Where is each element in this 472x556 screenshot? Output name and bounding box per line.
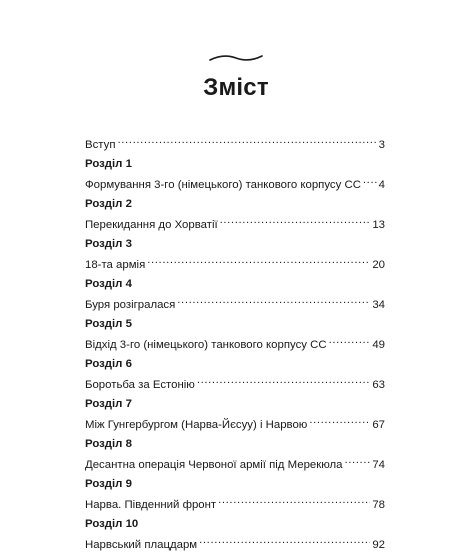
toc-entry-label: Нарва. Південний фронт <box>85 499 217 511</box>
toc-page-number: 63 <box>372 379 385 391</box>
toc-chapter-4[interactable] <box>85 276 385 311</box>
toc-chapter-1[interactable] <box>85 156 385 191</box>
toc-page-number: 92 <box>372 539 385 551</box>
toc-chapter-5[interactable] <box>85 316 385 351</box>
chapter-heading: Розділ 3 <box>85 238 132 250</box>
chapter-heading: Розділ 4 <box>85 278 132 290</box>
dot-leader <box>363 172 377 188</box>
swash-ornament-icon <box>208 52 264 64</box>
chapter-heading: Розділ 10 <box>85 518 139 530</box>
chapter-heading: Розділ 1 <box>85 158 132 170</box>
toc-chapter-9[interactable] <box>85 476 385 511</box>
toc-entry-label: Буря розігралася <box>85 299 176 311</box>
dot-leader <box>329 332 371 348</box>
toc-entry-label: Боротьба за Естонію <box>85 379 195 391</box>
chapter-heading: Розділ 8 <box>85 438 132 450</box>
dot-leader <box>197 372 371 388</box>
chapter-heading: Розділ 9 <box>85 478 132 490</box>
toc-entry-label: Відхід 3-го (німецького) танкового корпусу СС <box>85 339 327 351</box>
dot-leader <box>177 292 370 308</box>
chapter-heading: Розділ 2 <box>85 198 132 210</box>
dot-leader <box>345 452 371 468</box>
toc-entry-label: Між Гунгербургом (Нарва-Йєсуу) і Нарвою <box>85 419 308 431</box>
toc-page-number: 78 <box>372 499 385 511</box>
toc-page-number: 3 <box>378 139 385 151</box>
toc-page-number: 34 <box>372 299 385 311</box>
toc-chapter-6[interactable] <box>85 356 385 391</box>
chapter-heading: Розділ 6 <box>85 358 132 370</box>
dot-leader <box>309 412 370 428</box>
toc-page-number: 67 <box>372 419 385 431</box>
dot-leader <box>147 252 370 268</box>
toc-entry-label: Вступ <box>85 139 116 151</box>
toc-page-number: 74 <box>372 459 385 471</box>
table-of-contents <box>85 132 385 556</box>
toc-entry-label: Десантна операція Червоної армії під Мерекюла <box>85 459 343 471</box>
chapter-heading: Розділ 7 <box>85 398 132 410</box>
toc-entry-label: 18-та армія <box>85 259 146 271</box>
chapter-heading: Розділ 5 <box>85 318 132 330</box>
toc-entry-label: Перекидання до Хорватії <box>85 219 218 231</box>
dot-leader <box>199 532 370 548</box>
toc-page-number: 4 <box>378 179 385 191</box>
toc-page-number: 13 <box>372 219 385 231</box>
dot-leader <box>218 492 370 508</box>
dot-leader <box>220 212 371 228</box>
toc-chapter-3[interactable] <box>85 236 385 271</box>
dot-leader <box>118 132 377 148</box>
toc-chapter-2[interactable] <box>85 196 385 231</box>
toc-entry-intro[interactable] <box>85 132 385 151</box>
toc-chapter-8[interactable] <box>85 436 385 471</box>
toc-entry-label: Формування 3-го (німецького) танкового корпусу СС <box>85 179 361 191</box>
toc-page-number: 49 <box>372 339 385 351</box>
page-title: Зміст <box>203 74 269 101</box>
toc-page-number: 20 <box>372 259 385 271</box>
toc-chapter-7[interactable] <box>85 396 385 431</box>
toc-chapter-10[interactable] <box>85 516 385 551</box>
toc-entry-label: Нарвський плацдарм <box>85 539 198 551</box>
